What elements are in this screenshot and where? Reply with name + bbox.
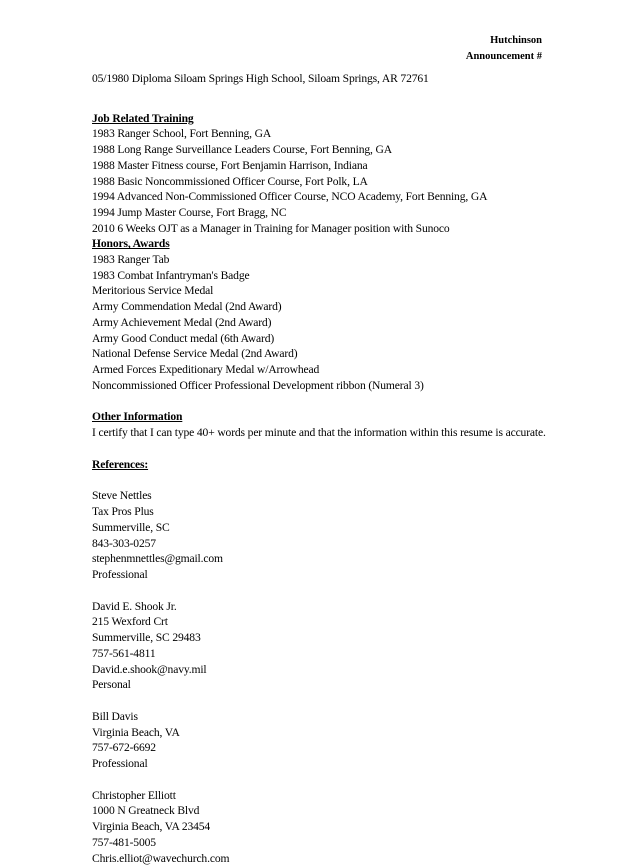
honor-item: Armed Forces Expeditionary Medal w/Arrowhead bbox=[92, 362, 320, 376]
reference-line: 215 Wexford Crt bbox=[92, 615, 168, 629]
reference-line: Professional bbox=[92, 567, 148, 581]
references-section bbox=[92, 457, 552, 866]
reference-line: Tax Pros Plus bbox=[92, 505, 154, 519]
honor-item: Noncommissioned Officer Professional Development ribbon (Numeral 3) bbox=[92, 378, 424, 392]
reference-entry bbox=[92, 709, 552, 772]
training-item: 1988 Master Fitness course, Fort Benjamin Harrison, Indiana bbox=[92, 158, 368, 172]
reference-line: Christopher Elliott bbox=[92, 788, 176, 802]
honor-item: Army Good Conduct medal (6th Award) bbox=[92, 331, 275, 345]
references-heading: References: bbox=[92, 457, 149, 471]
reference-line: Professional bbox=[92, 757, 148, 771]
honors-heading: Honors, Awards bbox=[92, 237, 170, 251]
reference-line: Steve Nettles bbox=[92, 489, 152, 503]
reference-line: 843-303-0257 bbox=[92, 536, 156, 550]
honor-item: National Defense Service Medal (2nd Award) bbox=[92, 347, 298, 361]
honors-section bbox=[92, 236, 552, 393]
other-info-text: I certify that I can type 40+ words per minute and that the information within this resume is accurate. bbox=[92, 426, 546, 440]
reference-line: 757-561-4811 bbox=[92, 646, 156, 660]
reference-line: 757-672-6692 bbox=[92, 741, 156, 755]
reference-entry bbox=[92, 599, 552, 693]
header-announcement: Announcement # bbox=[465, 51, 542, 62]
training-heading: Job Related Training bbox=[92, 111, 194, 125]
reference-line: 1000 N Greatneck Blvd bbox=[92, 804, 200, 818]
training-item: 1994 Jump Master Course, Fort Bragg, NC bbox=[92, 205, 287, 219]
training-item: 1994 Advanced Non-Commissioned Officer Course, NCO Academy, Fort Benning, GA bbox=[92, 190, 488, 204]
reference-line: Personal bbox=[92, 678, 131, 692]
reference-line: Summerville, SC bbox=[92, 520, 170, 534]
reference-line: Virginia Beach, VA bbox=[92, 725, 180, 739]
training-section bbox=[92, 111, 552, 237]
education-line: 05/1980 Diploma Siloam Springs High School, Siloam Springs, AR 72761 bbox=[92, 72, 429, 85]
reference-line: Virginia Beach, VA 23454 bbox=[92, 820, 211, 834]
reference-line: Summerville, SC 29483 bbox=[92, 631, 201, 645]
honor-item: Meritorious Service Medal bbox=[92, 284, 214, 298]
training-item: 1988 Long Range Surveillance Leaders Course, Fort Benning, GA bbox=[92, 143, 392, 157]
reference-line: Bill Davis bbox=[92, 709, 138, 723]
honor-item: Army Achievement Medal (2nd Award) bbox=[92, 315, 272, 329]
training-item: 2010 6 Weeks OJT as a Manager in Training for Manager position with Sunoco bbox=[92, 221, 450, 235]
page-header bbox=[466, 33, 542, 65]
header-name: Hutchinson bbox=[490, 35, 542, 46]
reference-line: 757-481-5005 bbox=[92, 835, 156, 849]
honor-item: 1983 Combat Infantryman's Badge bbox=[92, 268, 250, 282]
reference-line: David.e.shook@navy.mil bbox=[92, 662, 207, 676]
reference-entry bbox=[92, 788, 552, 866]
other-info-heading: Other Information bbox=[92, 410, 183, 424]
honor-item: Army Commendation Medal (2nd Award) bbox=[92, 300, 282, 314]
resume-body bbox=[92, 71, 552, 866]
training-item: 1983 Ranger School, Fort Benning, GA bbox=[92, 127, 272, 141]
reference-line: Chris.elliot@wavechurch.com bbox=[92, 851, 230, 865]
other-info-section bbox=[92, 409, 552, 440]
honor-item: 1983 Ranger Tab bbox=[92, 253, 170, 267]
reference-entry bbox=[92, 488, 552, 582]
reference-line: stephenmnettles@gmail.com bbox=[92, 552, 223, 566]
reference-line: David E. Shook Jr. bbox=[92, 599, 177, 613]
training-item: 1988 Basic Noncommissioned Officer Course, Fort Polk, LA bbox=[92, 174, 368, 188]
